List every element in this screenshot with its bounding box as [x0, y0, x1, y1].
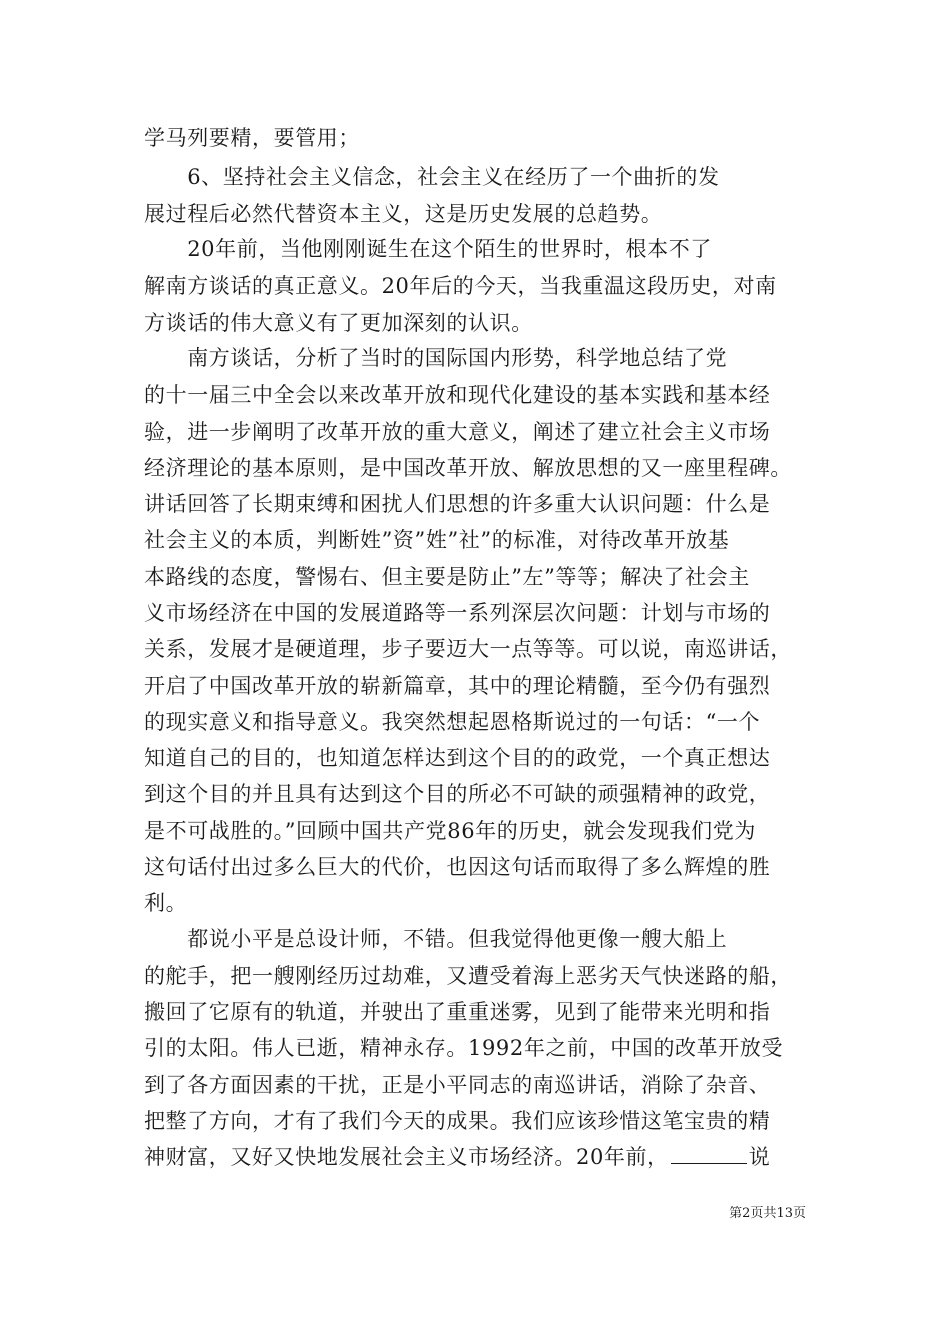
text-line: 解南方谈话的真正意义。20年后的今天，当我重温这段历史，对南	[144, 274, 777, 298]
text-line: 到了各方面因素的干扰，正是小平同志的南巡讲话，消除了杂音、	[144, 1073, 771, 1097]
text-line: 6、坚持社会主义信念，社会主义在经历了一个曲折的发	[144, 165, 720, 189]
text-line: 都说小平是总设计师，不错。但我觉得他更像一艘大船上	[144, 927, 728, 951]
text-line: 利。	[144, 891, 188, 915]
text-line: 讲话回答了长期束缚和困扰人们思想的许多重大认识问题：什么是	[144, 492, 771, 516]
text-line-last	[144, 1143, 808, 1171]
text-line: 20年前，当他刚刚诞生在这个陌生的世界时，根本不了	[144, 237, 712, 261]
text-line: 开启了中国改革开放的崭新篇章，其中的理论精髓，至今仍有强烈	[144, 674, 771, 698]
text-line: 社会主义的本质，判断姓”资”姓”社”的标准，对待改革开放基	[144, 528, 730, 552]
text-line-last-tail: 说	[748, 1145, 771, 1169]
text-line: 的十一届三中全会以来改革开放和现代化建设的基本实践和基本经	[144, 383, 771, 407]
text-line: 搬回了它原有的轨道，并驶出了重重迷雾，见到了能带来光明和指	[144, 1000, 771, 1024]
text-line-last-body: 神财富，又好又快地发展社会主义市场经济。20年前，	[144, 1145, 669, 1169]
page-number-footer: 第2页共13页	[729, 1206, 806, 1221]
text-line: 验，进一步阐明了改革开放的重大意义，阐述了建立社会主义市场	[144, 420, 771, 444]
text-line: 本路线的态度，警惕右、但主要是防止”左”等等；解决了社会主	[144, 565, 750, 589]
text-line: 方谈话的伟大意义有了更加深刻的认识。	[144, 311, 533, 335]
text-line: 的现实意义和指导意义。我突然想起恩格斯说过的一句话：“一个	[144, 710, 761, 734]
text-line: 知道自己的目的，也知道怎样达到这个目的的政党，一个真正想达	[144, 746, 771, 770]
text-line: 把整了方向，才有了我们今天的成果。我们应该珍惜这笔宝贵的精	[144, 1109, 771, 1133]
text-line: 引的太阳。伟人已逝，精神永存。1992年之前，中国的改革开放受	[144, 1036, 784, 1060]
text-line: 到这个目的并且具有达到这个目的所必不可缺的顽强精神的政党，	[144, 782, 771, 806]
text-line: 的舵手，把一艘刚经历过劫难，又遭受着海上恶劣天气快迷路的船，	[144, 964, 792, 988]
text-line: 义市场经济在中国的发展道路等一系列深层次问题：计划与市场的	[144, 601, 771, 625]
text-line: 南方谈话，分析了当时的国际国内形势，科学地总结了党	[144, 346, 728, 370]
text-line: 是不可战胜的。”回顾中国共产党86年的历史，就会发现我们党为	[144, 819, 756, 843]
text-line: 这句话付出过多么巨大的代价，也因这句话而取得了多么辉煌的胜	[144, 855, 771, 879]
text-line: 学马列要精，要管用；	[144, 126, 360, 150]
fill-in-blank	[671, 1143, 747, 1164]
text-line: 经济理论的基本原则，是中国改革开放、解放思想的又一座里程碑。	[144, 456, 792, 480]
text-line: 展过程后必然代替资本主义，这是历史发展的总趋势。	[144, 202, 663, 226]
text-line: 关系，发展才是硬道理，步子要迈大一点等等。可以说，南巡讲话，	[144, 637, 792, 661]
